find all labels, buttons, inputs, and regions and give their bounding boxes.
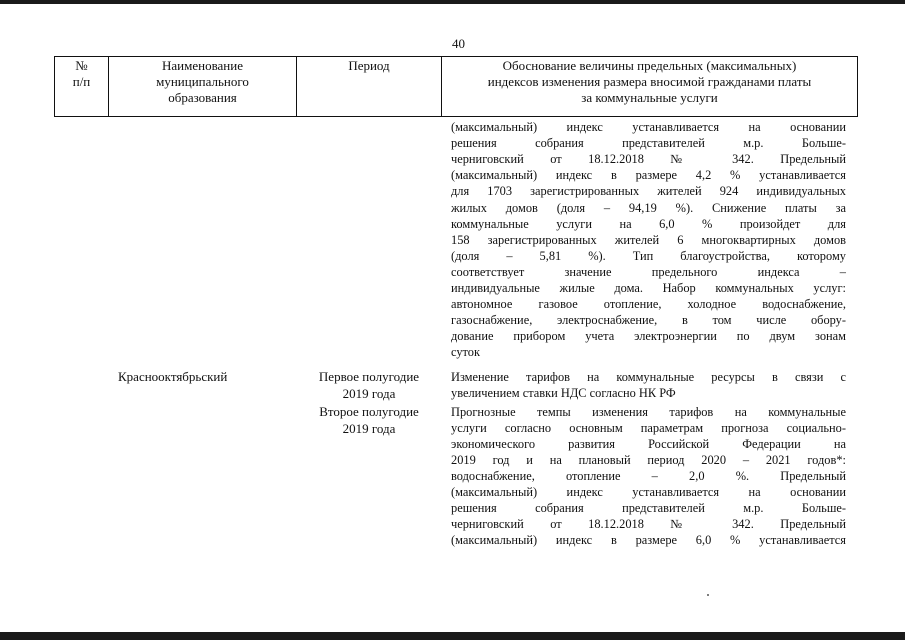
table-top-line <box>54 56 858 57</box>
header-num-line: п/п <box>72 74 91 89</box>
basis-text-line: (максимальный) индекс в размере 6,0 % устанавливается <box>451 533 846 547</box>
basis-text-line: соответствует значение предельного индекса – <box>451 265 846 279</box>
basis-text-line: газоснабжение, электроснабжение, в том числе обору- <box>451 313 846 327</box>
basis-text-line: решения собрания представителей м.р. Больше- <box>451 136 846 150</box>
basis-text-line: Прогнозные темпы изменения тарифов на коммунальные <box>451 405 846 419</box>
basis-text-line: 158 зарегистрированных жителей 6 многоквартирных домов <box>451 233 846 247</box>
basis-text-line: для 1703 зарегистрированных жителей 924 индивидуальных <box>451 184 846 198</box>
basis-text-line: 2019 год и на плановый период 2020 – 2021 годов*: <box>451 453 846 467</box>
basis-text-line: коммунальные услуги на 6,0 % произойдет для <box>451 217 846 231</box>
basis-text-line: черниговский от 18.12.2018 № 342. Предельный <box>451 152 846 166</box>
basis-text-line: (максимальный) индекс устанавливается на основании <box>451 120 846 134</box>
basis-text-line: (доля – 5,81 %). Тип благоустройства, которому <box>451 249 846 263</box>
basis-text-line: индивидуальные жилые дома. Набор коммунальных услуг: <box>451 281 846 295</box>
basis-text-line: услуги согласно основным параметрам прогноза социально- <box>451 421 846 435</box>
basis-text-line: (максимальный) индекс в размере 4,2 % устанавливается <box>451 168 846 182</box>
bottom-border <box>0 632 905 640</box>
header-bottom-line <box>54 116 858 117</box>
period-second-half <box>297 404 441 437</box>
period-line: 2019 года <box>342 385 396 401</box>
header-basis-line: за коммунальные услуги <box>581 90 718 105</box>
header-name-line: образования <box>168 90 237 105</box>
period-first-half <box>297 369 441 402</box>
period-line: 2019 года <box>342 420 396 436</box>
basis-text-line: суток <box>451 345 480 359</box>
header-period-label: Период <box>348 58 390 73</box>
basis-text-line: (максимальный) индекс устанавливается на основании <box>451 485 846 499</box>
period-line: Первое полугодие <box>318 369 420 384</box>
header-col-municipality <box>109 58 296 106</box>
header-basis-line: Обоснование величины предельных (максимальных) <box>502 58 797 73</box>
basis-text-line: жилых домов (доля – 94,19 %). Снижение платы за <box>451 201 846 215</box>
basis-text-line: решения собрания представителей м.р. Больше- <box>451 501 846 515</box>
basis-text-line: черниговский от 18.12.2018 № 342. Предельный <box>451 517 846 531</box>
basis-text-line: дование прибором учета электроэнергии по двум зонам <box>451 329 846 343</box>
period-line: Второе полугодие <box>319 404 419 419</box>
basis-text-line: водоснабжение, отопление – 2,0 %. Предельный <box>451 469 846 483</box>
municipality-name: Краснооктябрьский <box>118 369 228 384</box>
top-border <box>0 0 905 4</box>
header-name-line: Наименование <box>162 58 243 73</box>
basis-text-line: Изменение тарифов на коммунальные ресурсы в связи с <box>451 370 846 384</box>
basis-text-line: экономического развития Российской Федерации на <box>451 437 846 451</box>
header-col-period <box>297 58 441 74</box>
header-col-basis <box>442 58 857 106</box>
table-right-border <box>857 56 858 117</box>
basis-text-line: автономное газовое отопление, холодное водоснабжение, <box>451 297 846 311</box>
basis-text-line: увеличением ставки НДС согласно НК РФ <box>451 386 676 400</box>
page-number: 40 <box>452 36 465 51</box>
header-name-line: муниципального <box>156 74 249 89</box>
scan-speck <box>707 594 709 596</box>
header-num-line: № <box>75 58 88 73</box>
header-col-number <box>55 58 108 90</box>
header-basis-line: индексов изменения размера вносимой гражданами платы <box>487 74 812 89</box>
